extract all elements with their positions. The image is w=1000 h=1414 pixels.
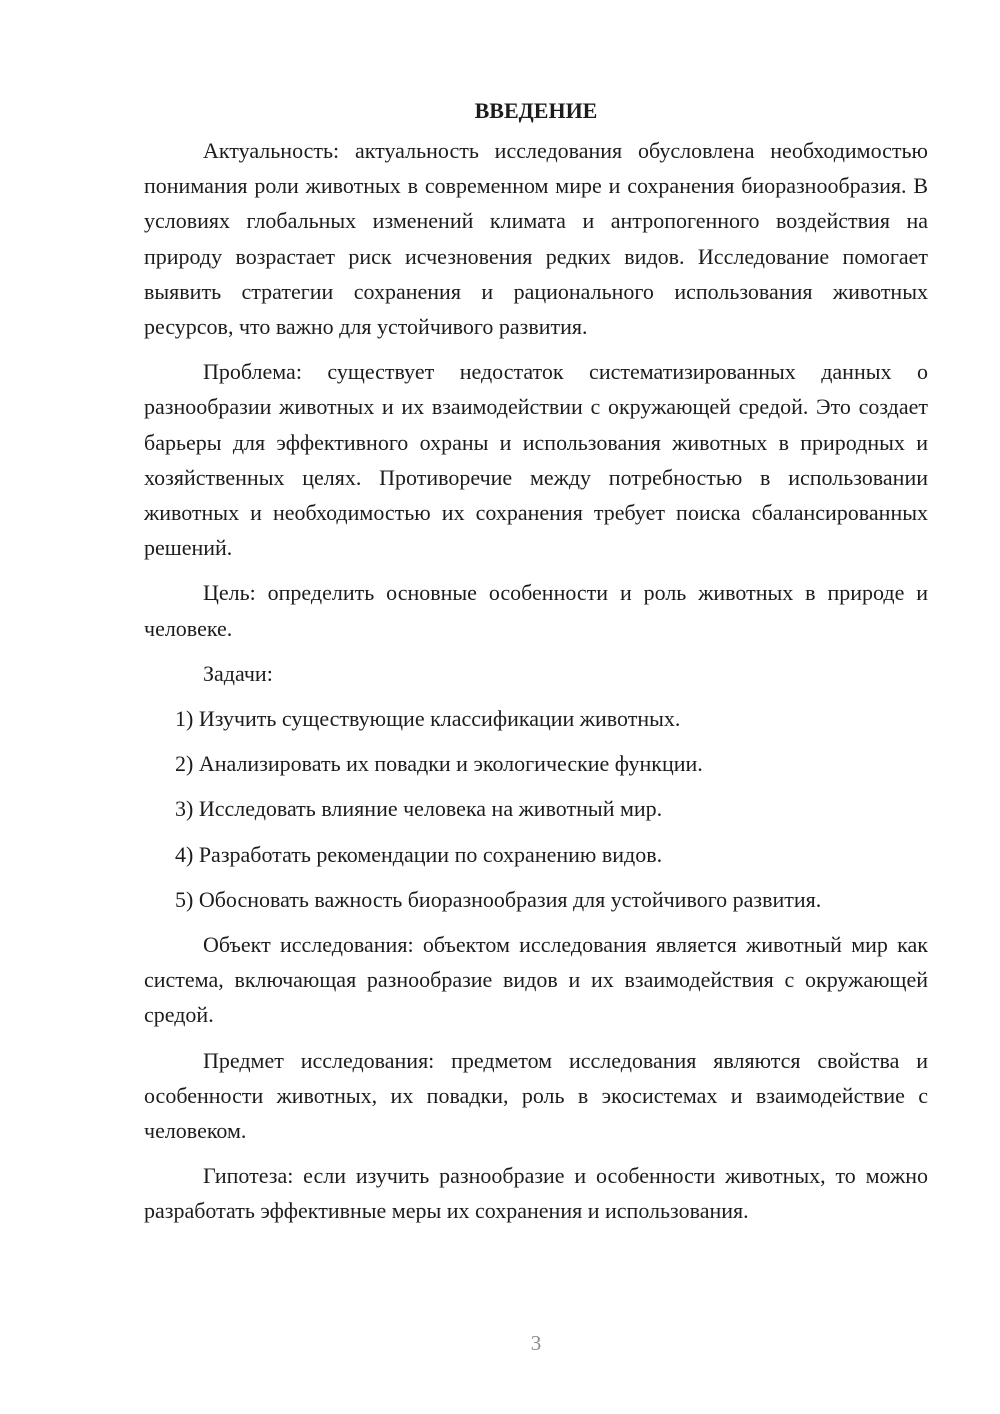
paragraph-subject: Предмет исследования: предметом исследования являются свойства и особенности животных, их повадки, роль в экосистемах и взаимодействие с человеком. [144, 1047, 928, 1144]
page-title: ВВЕДЕНИЕ [474, 98, 598, 123]
paragraph-problem: Проблема: существует недостаток систематизированных данных о разнообразии животных и их взаимодействии с окружающей средой. Это создает барьеры для эффективного охраны и использования животных в природных и хозяйственных целях. Противоречие между потребностью в использовании животных и необходимостью их сохранения требует поиска сбалансированных решений. [144, 359, 928, 561]
paragraph-hypothesis: Гипотеза: если изучить разнообразие и особенности животных, то можно разработать эффективные меры их сохранения и использования. [144, 1163, 928, 1224]
page-number: 3 [530, 1331, 542, 1355]
paragraph-object: Объект исследования: объектом исследования является животный мир как система, включающая разнообразие видов и их взаимодействия с окружающей средой. [144, 932, 928, 1028]
paragraph-goal: Цель: определить основные особенности и роль животных в природе и человеке. [144, 580, 928, 641]
paragraph-relevance: Актуальность: актуальность исследования обусловлена необходимостью понимания роли животных в современном мире и сохранения биоразнообразия. В условиях глобальных изменений климата и антропогенного воздействия на природу возрастает риск исчезновения редких видов. Исследование помогает выявить стратегии сохранения и рационального использования животных ресурсов, что важно для устойчивого развития. [144, 138, 928, 340]
document-page [144, 95, 928, 1239]
task-item: 4) Разработать рекомендации по сохранению видов. [175, 841, 663, 867]
task-item: 1) Изучить существующие классификации животных. [175, 706, 681, 732]
task-item: 3) Исследовать влияние человека на животный мир. [175, 796, 663, 822]
task-item: 5) Обосновать важность биоразнообразия для устойчивого развития. [175, 886, 822, 912]
tasks-list [144, 701, 928, 917]
task-item: 2) Анализировать их повадки и экологические функции. [175, 751, 703, 777]
tasks-heading: Задачи: [203, 660, 273, 686]
